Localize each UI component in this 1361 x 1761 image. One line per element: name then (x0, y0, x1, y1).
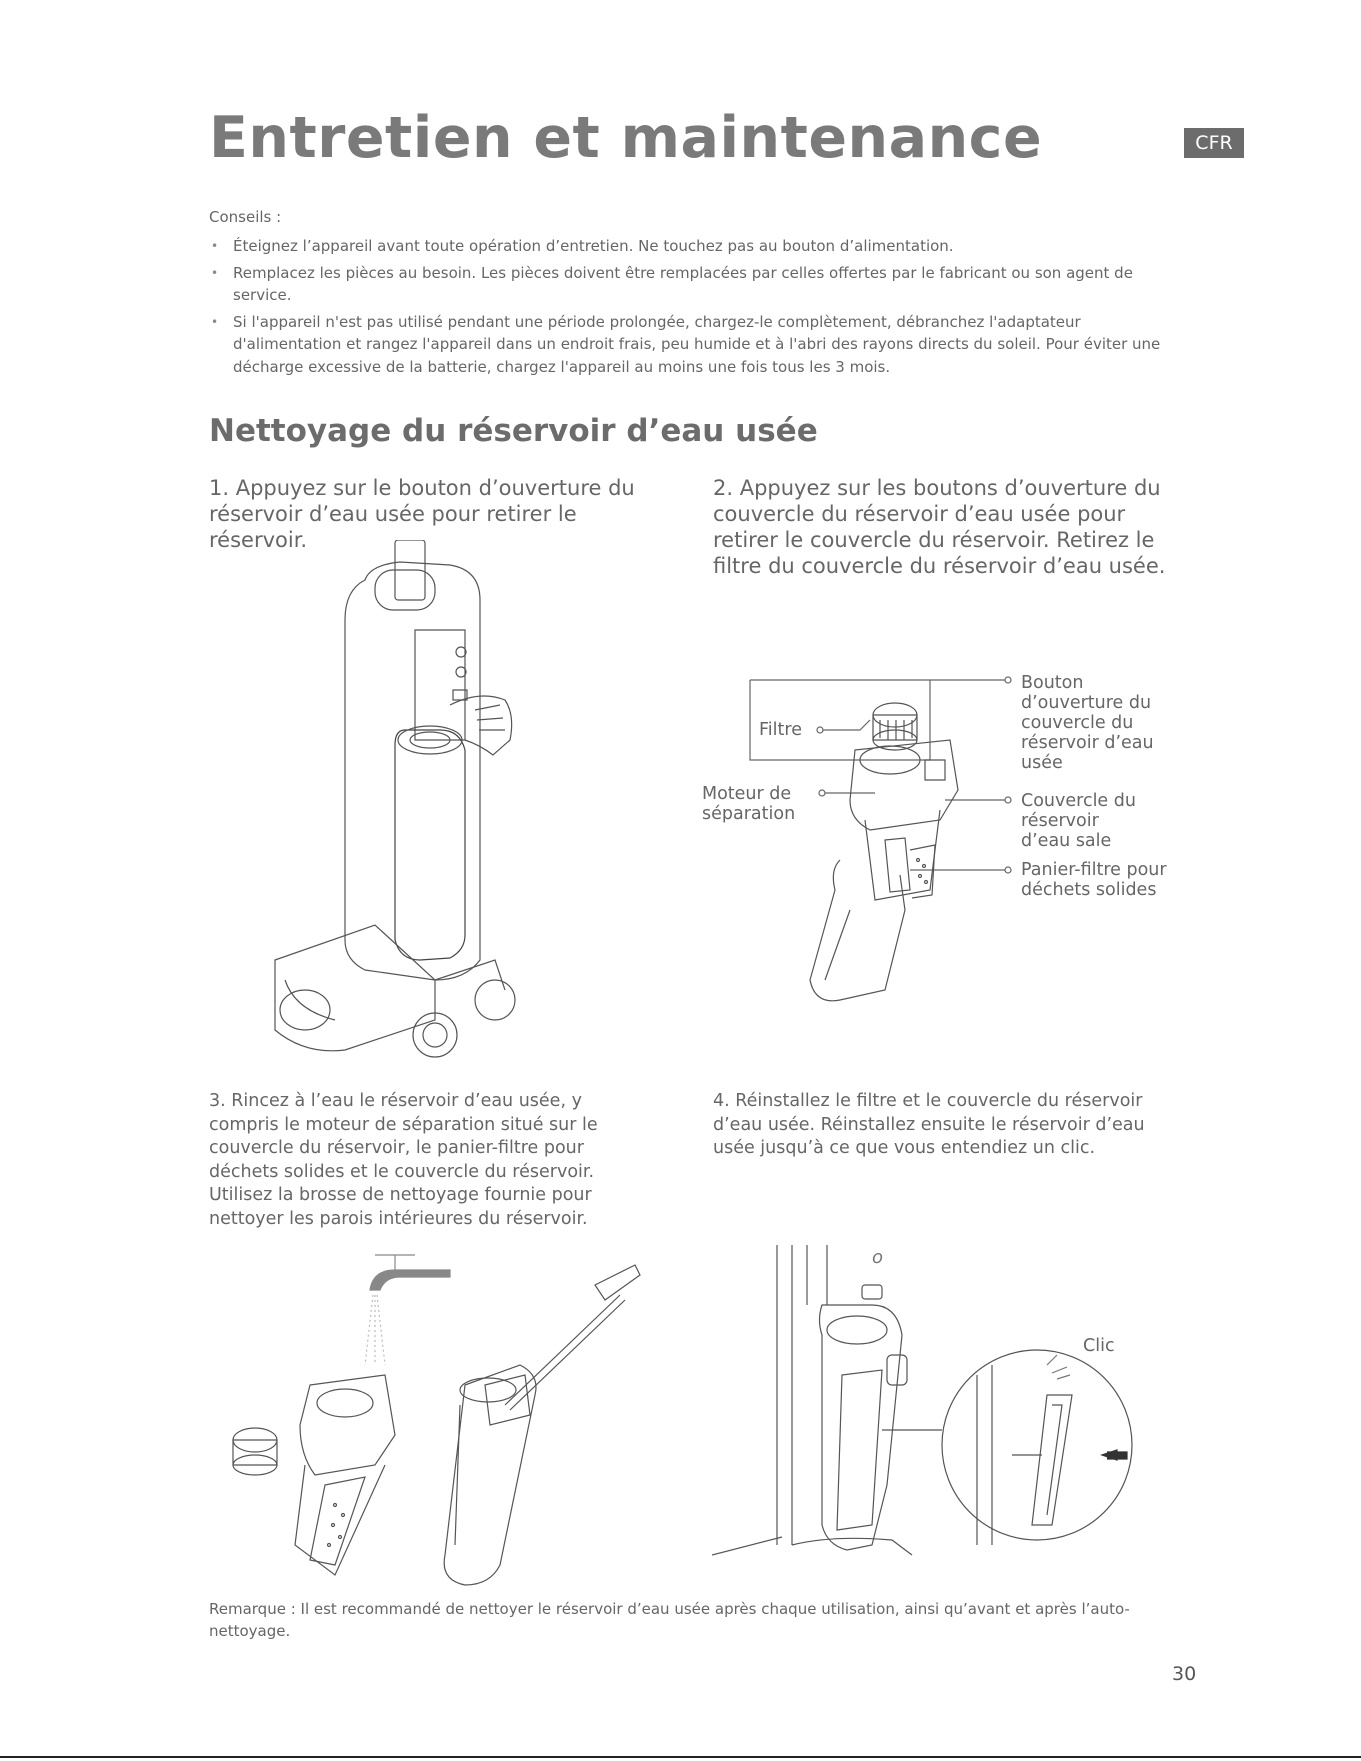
step-4-text: 4. Réinstallez le filtre et le couvercle du réservoir d’eau usée. Réinstallez ensuite le réservoir d’eau usée jusqu’à ce que vous entendiez un clic. (713, 1091, 1145, 1158)
section-title: Nettoyage du réservoir d’eau usée (209, 413, 818, 449)
step-1-text: 1. Appuyez sur le bouton d’ouverture du réservoir d’eau usée pour retirer le réservoir. (209, 476, 635, 552)
remark-note: Remarque : Il est recommandé de nettoyer le réservoir d’eau usée après chaque utilisation, ainsi qu’avant et après l’auto-nettoyage. (209, 1600, 1130, 1640)
step-2-text: 2. Appuyez sur les boutons d’ouverture du couvercle du réservoir d’eau usée pour retirer le couvercle du réservoir. Retirez le filtre du couvercle du réservoir d’eau usée. (713, 476, 1166, 578)
page-title: Entretien et maintenance (209, 105, 1043, 171)
callout-moteur: Moteur de séparation (702, 784, 796, 824)
callout-bouton: Bouton d’ouverture du couvercle du réservoir d’eau usée (1021, 673, 1154, 773)
callout-panier: Panier-filtre pour déchets solides (1021, 860, 1167, 900)
language-badge: CFR (1184, 128, 1244, 158)
step-3-illustration (215, 1245, 645, 1590)
callout-filtre: Filtre (759, 720, 802, 740)
bottom-rule (0, 1756, 1361, 1758)
tips-label: Conseils : (209, 208, 282, 226)
callout-clic: Clic (1083, 1336, 1115, 1356)
tip-item: • Éteignez l’appareil avant toute opération d’entretien. Ne touchez pas au bouton d’alimentation. (209, 235, 1169, 258)
step-3-text: 3. Rincez à l’eau le réservoir d’eau usée, y compris le moteur de séparation situé sur le couvercle du réservoir, le panier-filtre pour déchets solides et le couvercle du réservoir. Utilisez la brosse de nettoyage fournie pour nettoyer les parois intérieures du réservoir. (209, 1091, 598, 1229)
page-number: 30 (1172, 1663, 1197, 1685)
step-1-illustration (235, 540, 535, 1070)
callout-couvercle: Couvercle du réservoir d’eau sale (1021, 791, 1136, 851)
tip-item: • Si l'appareil n'est pas utilisé pendant une période prolongée, chargez-le complètement, débranchez l'adaptateur d'alimentation et rangez l'appareil dans un endroit frais, peu humide et à l'abri des rayons directs du soleil. Pour éviter une décharge excessive de la batterie, chargez l'appareil au moins une fois tous les 3 mois. (209, 311, 1169, 379)
tip-item: • Remplacez les pièces au besoin. Les pièces doivent être remplacées par celles offertes par le fabricant ou son agent de service. (209, 262, 1169, 307)
tips-list (209, 235, 1169, 382)
step-4-illustration (712, 1245, 1192, 1565)
svg-text:o: o (872, 1247, 884, 1268)
